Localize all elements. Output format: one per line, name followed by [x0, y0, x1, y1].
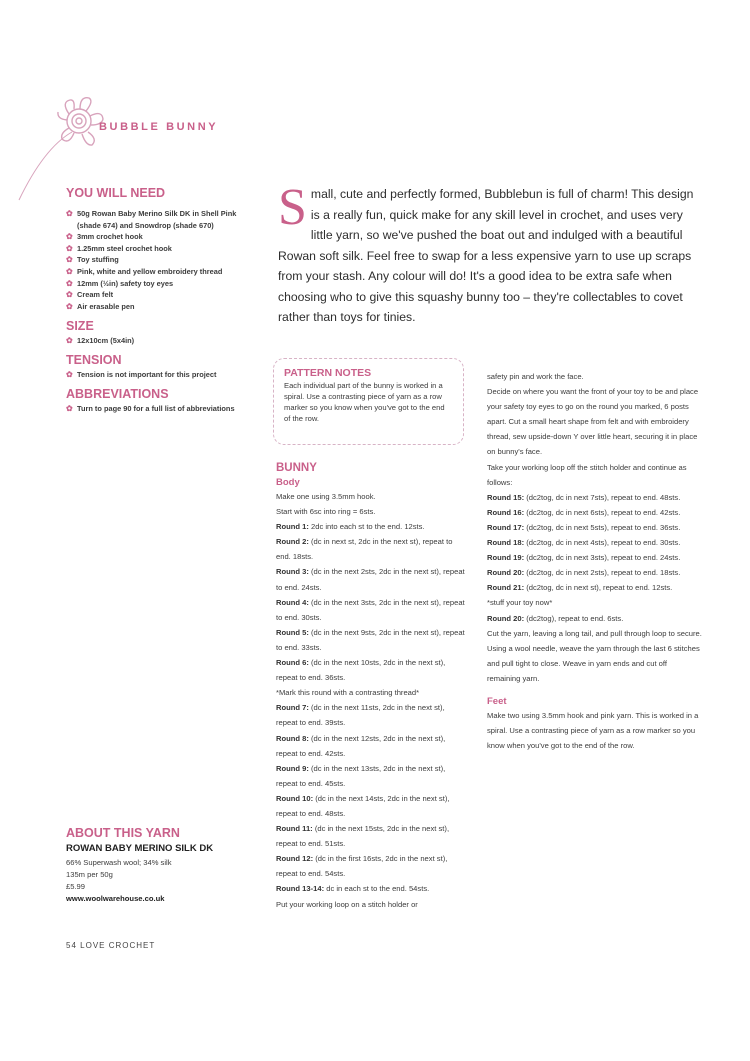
body-heading: Body	[276, 477, 300, 488]
star-bullet-icon: ✿	[66, 255, 73, 265]
magazine-name: LOVE CROCHET	[80, 941, 156, 950]
page-footer	[66, 941, 155, 950]
list-item: ✿ Cream felt	[66, 290, 114, 300]
star-bullet-icon: ✿	[66, 301, 73, 311]
round-instruction: Round 7: (dc in the next 11sts, 2dc in the next st), repeat to end. 39sts.	[276, 703, 445, 728]
tension-heading: TENSION	[66, 352, 122, 367]
round-instruction: Round 13-14: dc in each st to the end. 54sts.	[276, 884, 430, 894]
round-instruction: Round 4: (dc in the next 3sts, 2dc in the next st), repeat to end. 30sts.	[276, 597, 465, 622]
size-heading: SIZE	[66, 319, 94, 334]
page-number: 54	[66, 941, 77, 950]
round-instruction: Round 3: (dc in the next 2sts, 2dc in the next st), repeat to end. 24sts.	[276, 567, 465, 592]
list-item: ✿ 50g Rowan Baby Merino Silk DK in Shell Pink (shade 674) and Snowdrop (shade 670)	[66, 209, 237, 230]
intro-paragraph: Small, cute and perfectly formed, Bubblebun is full of charm! This design is a really fun, quick make for any skill level in crochet, and uses very little yarn, so we've pushed the boat out and indulged with a beautiful Rowan soft silk. Feel free to swap for a less expensive yarn to use up scraps from your stash. Any colour will do! It's a good idea to be extra safe when choosing who to give this squashy bunny too – they're collectables to covet rather than toys for tinies.	[278, 179, 694, 324]
star-bullet-icon: ✿	[66, 278, 73, 288]
round-instruction: Round 1: 2dc into each st to the end. 12sts.	[276, 522, 425, 532]
round-instruction: Round 11: (dc in the next 15sts, 2dc in the next st), repeat to end. 51sts.	[276, 824, 450, 849]
round-instruction: Round 5: (dc in the next 9sts, 2dc in the next st), repeat to end. 33sts.	[276, 627, 465, 652]
list-item: ✿ Toy stuffing	[66, 255, 119, 265]
pattern-notes-text: Each individual part of the bunny is worked in a spiral. Use a contrasting piece of yarn as a row marker so you know when you've got to the end of the row.	[284, 381, 445, 423]
about-yarn-heading: ABOUT THIS YARN	[66, 826, 180, 840]
round-instruction: Round 12: (dc in the first 16sts, 2dc in the next st), repeat to end. 54sts.	[276, 854, 448, 879]
round-instruction: Round 6: (dc in the next 10sts, 2dc in the next st), repeat to end. 36sts.	[276, 658, 446, 683]
list-item: ✿ Turn to page 90 for a full list of abbreviations	[66, 403, 235, 413]
article-title: BUBBLE BUNNY	[99, 121, 219, 133]
pattern-notes-heading: PATTERN NOTES	[284, 367, 372, 379]
round-instruction: Round 19: (dc2tog, dc in next 3sts), repeat to end. 24sts.	[487, 553, 681, 563]
list-item: ✿ 1.25mm steel crochet hook	[66, 243, 172, 253]
bunny-heading: BUNNY	[276, 462, 317, 474]
star-bullet-icon: ✿	[66, 290, 73, 300]
pattern-column-3: safety pin and work the face. Decide on where you want the front of your toy to be and place your safety toy eyes to go on the round you marked, 6 posts apart. Cut a small heart shape from felt and with embroidery thread, sew upside-down Y over little heart, securing it in place on bunny's face. Take your working loop off the stitch holder and continue as follows: Round 15: (dc2tog, dc in next 7sts), repeat to end. 48sts. Round 16: (dc2tog, dc in next 6sts), repeat to end. 42sts. Round 17: (dc2tog, dc in next 5sts), repeat to end. 36sts. Round 18: (dc2tog, dc in next 4sts), repeat to end. 30sts. Round 19: (dc2tog, dc in next 3sts), repeat to end. 24sts. Round 20: (dc2tog, dc in next 2sts), repeat to end. 18sts. Round 21: (dc2tog, dc in next st), repeat to end. 12sts. *stuff your toy now* Round 20: (dc2tog), repeat to end. 6sts. Cut the yarn, leaving a long tail, and pull through loop to secure. Using a wool needle, weave the yarn through the last 6 stitches and pull tight to close. Weave in yarn ends and cut off remaining yarn. Feet Make two using 3.5mm hook and pink yarn. This is worked in a spiral. Use a contrasting piece of yarn as a row marker so you know when you've got to the end of the row.	[487, 372, 702, 751]
round-instruction: Round 21: (dc2tog, dc in next st), repeat to end. 12sts.	[487, 583, 673, 593]
mark-note: *Mark this round with a contrasting thread*	[276, 688, 420, 698]
abbreviations-list	[66, 403, 256, 415]
round-instruction: Round 9: (dc in the next 13sts, 2dc in the next st), repeat to end. 45sts.	[276, 763, 446, 788]
star-bullet-icon: ✿	[66, 243, 73, 253]
list-item: ✿ 3mm crochet hook	[66, 232, 143, 242]
round-instruction: Round 16: (dc2tog, dc in next 6sts), repeat to end. 42sts.	[487, 507, 681, 517]
star-bullet-icon: ✿	[66, 232, 73, 242]
feet-heading: Feet	[487, 695, 507, 707]
round-instruction: Round 8: (dc in the next 12sts, 2dc in the next st), repeat to end. 42sts.	[276, 733, 446, 758]
stuff-note: *stuff your toy now*	[487, 598, 553, 608]
sidebar	[66, 186, 256, 414]
round-instruction: Round 18: (dc2tog, dc in next 4sts), repeat to end. 30sts.	[487, 538, 681, 548]
yarn-name: ROWAN BABY MERINO SILK DK	[66, 843, 214, 854]
about-yarn-section: ABOUT THIS YARN ROWAN BABY MERINO SILK DK 66% Superwash wool; 34% silk 135m per 50g £5.99 www.woolwarehouse.co.uk	[66, 826, 256, 905]
yarn-website-link[interactable]: www.woolwarehouse.co.uk	[66, 894, 165, 903]
pattern-column-2: BUNNY Body Make one using 3.5mm hook. Start with 6sc into ring = 6sts. Round 1: 2dc into each st to the end. 12sts. Round 2: (dc in next st, 2dc in the next st), repeat to end. 18sts. Round 3: (dc in the next 2sts, 2dc in the next st), repeat to end. 24sts. Round 4: (dc in the next 3sts, 2dc in the next st), repeat to end. 30sts. Round 5: (dc in the next 9sts, 2dc in the next st), repeat to end. 33sts. Round 6: (dc in the next 10sts, 2dc in the next st), repeat to end. 36sts. *Mark this round with a contrasting thread* Round 7: (dc in the next 11sts, 2dc in the next st), repeat to end. 39sts. Round 8: (dc in the next 12sts, 2dc in the next st), repeat to end. 42sts. Round 9: (dc in the next 13sts, 2dc in the next st), repeat to end. 45sts. Round 10: (dc in the next 14sts, 2dc in the next st), repeat to end. 48sts. Round 11: (dc in the next 15sts, 2dc in the next st), repeat to end. 51sts. Round 12: (dc in the first 16sts, 2dc in the next st), repeat to end. 54sts. Round 13-14: dc in each st to the end. 54sts. Put your working loop on a stitch holder or	[276, 461, 468, 912]
round-instruction: Round 2: (dc in next st, 2dc in the next st), repeat to end. 18sts.	[276, 537, 453, 562]
round-instruction: Round 15: (dc2tog, dc in next 7sts), repeat to end. 48sts.	[487, 492, 681, 502]
list-item: ✿ 12x10cm (5x4in)	[66, 336, 135, 346]
round-instruction: Round 20: (dc2tog, dc in next 2sts), repeat to end. 18sts.	[487, 568, 681, 578]
abbreviations-heading: ABBREVIATIONS	[66, 386, 169, 401]
list-item: ✿ 12mm (½in) safety toy eyes	[66, 278, 174, 288]
materials-list	[66, 208, 256, 312]
star-bullet-icon: ✿	[66, 336, 73, 346]
drop-cap: S	[278, 179, 307, 236]
tension-list	[66, 369, 256, 381]
pattern-notes-box	[273, 358, 464, 445]
star-bullet-icon: ✿	[66, 403, 73, 413]
list-item: ✿ Air erasable pen	[66, 301, 135, 311]
round-instruction: Round 10: (dc in the next 14sts, 2dc in the next st), repeat to end. 48sts.	[276, 793, 450, 818]
round-instruction: Round 20: (dc2tog), repeat to end. 6sts.	[487, 613, 624, 623]
round-instruction: Round 17: (dc2tog, dc in next 5sts), repeat to end. 36sts.	[487, 522, 681, 532]
size-list	[66, 335, 256, 347]
star-bullet-icon: ✿	[66, 266, 73, 276]
star-bullet-icon: ✿	[66, 209, 73, 218]
you-will-need-heading: YOU WILL NEED	[66, 186, 166, 200]
list-item: ✿ Pink, white and yellow embroidery thread	[66, 266, 223, 276]
list-item: ✿ Tension is not important for this project	[66, 369, 217, 379]
star-bullet-icon: ✿	[66, 369, 73, 379]
